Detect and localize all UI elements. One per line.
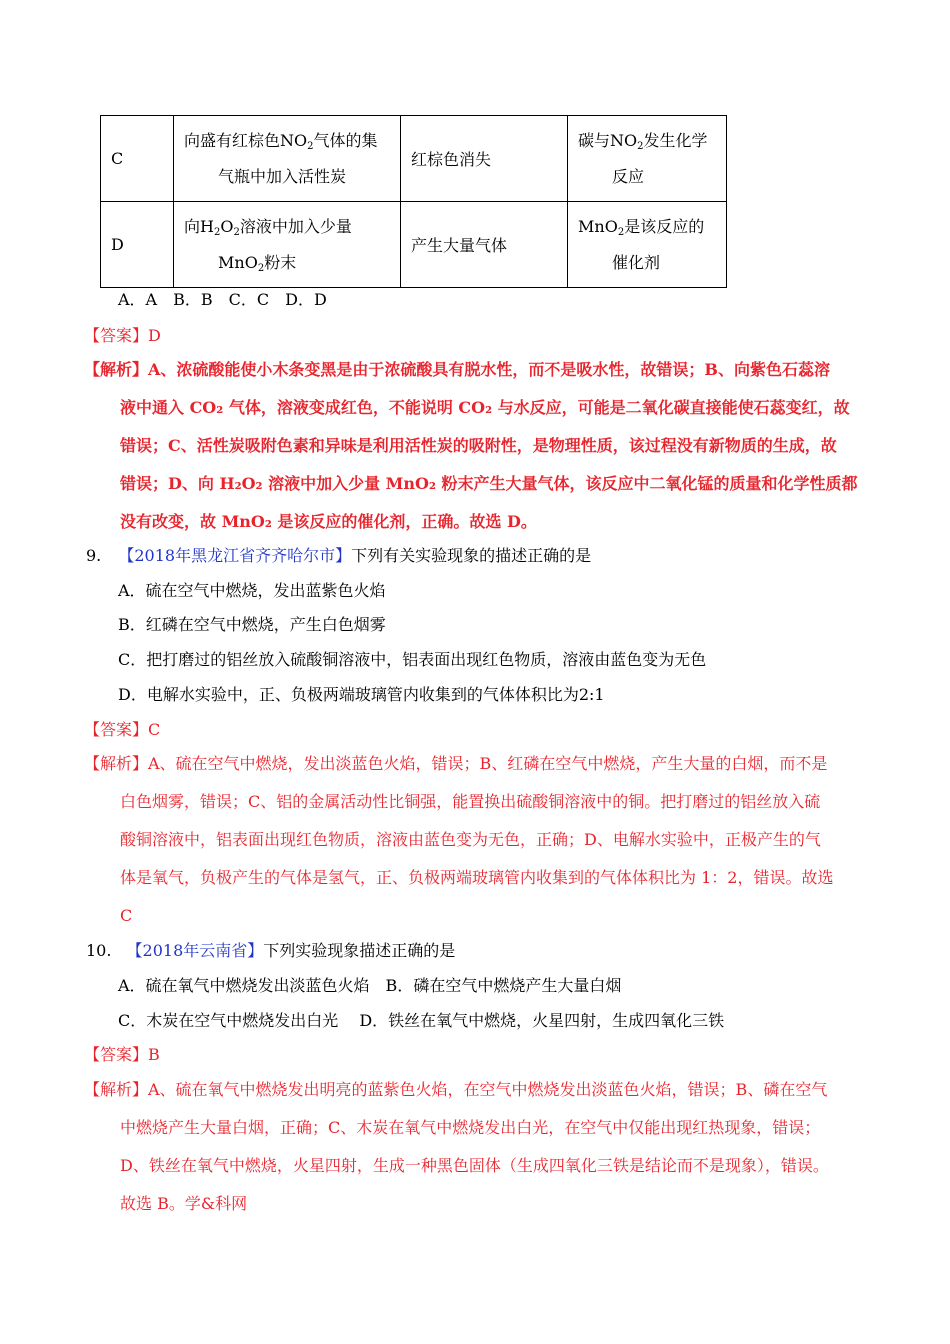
- table-cell-conclusion: 碳与$NO_2$发生化学 反应: [568, 116, 727, 202]
- q9-option: D．电解水实验中，正、负极两端玻璃管内收集到的气体体积比为2:1: [118, 685, 605, 704]
- question-number: 9.: [86, 546, 102, 565]
- question-stem: 下列有关实验现象的描述正确的是: [351, 546, 592, 565]
- table-cell-operation: 向$H_2O_2$溶液中加入少量 MnO$_2$粉末: [174, 202, 401, 288]
- q8-analysis-line: 【解析】A、浓硫酸能使小木条变黑是由于浓硫酸具有脱水性，而不是吸水性，故错误；B、向紫色石蕊溶: [84, 360, 830, 379]
- table-cell-conclusion: MnO$_2$是该反应的 催化剂: [568, 202, 727, 288]
- q10-header: [86, 941, 455, 961]
- q8-analysis-line: 没有改变，故 MnO₂ 是该反应的催化剂，正确。故选 D。: [120, 512, 537, 531]
- q8-choices: A．A B．B C．C D．D: [118, 290, 327, 309]
- table-cell-id: D: [101, 202, 174, 288]
- table-cell-id: C: [101, 116, 174, 202]
- q10-analysis-line: 中燃烧产生大量白烟，正确；C、木炭在氧气中燃烧发出白光，在空气中仅能出现红热现象，错误；: [120, 1118, 821, 1137]
- table-cell-operation: 向盛有红棕色$NO_2$气体的集 气瓶中加入活性炭: [174, 116, 401, 202]
- table-row: [101, 116, 727, 202]
- options-table: [100, 115, 727, 288]
- q9-analysis-line: 体是氧气，负极产生的气体是氢气，正、负极两端玻璃管内收集到的气体体积比为 1：2，错误。故选: [120, 868, 834, 887]
- q10-answer: 【答案】B: [84, 1045, 160, 1064]
- q9-analysis-line: 【解析】A、硫在空气中燃烧，发出淡蓝色火焰，错误；B、红磷在空气中燃烧，产生大量的白烟，而不是: [84, 754, 828, 773]
- q10-option: C．木炭在空气中燃烧发出白光 D．铁丝在氧气中燃烧，火星四射，生成四氧化三铁: [118, 1011, 725, 1030]
- q10-option: A．硫在氧气中燃烧发出淡蓝色火焰 B．磷在空气中燃烧产生大量白烟: [118, 976, 622, 995]
- q8-analysis-line: 错误；C、活性炭吸附色素和异味是利用活性炭的吸附性，是物理性质，该过程没有新物质的生成，故: [120, 436, 837, 455]
- table-cell-phenomenon: 产生大量气体: [401, 202, 568, 288]
- table-row: [101, 202, 727, 288]
- q9-option: B．红磷在空气中燃烧，产生白色烟雾: [118, 615, 386, 634]
- q9-analysis-line: 酸铜溶液中，铝表面出现红色物质，溶液由蓝色变为无色，正确；D、电解水实验中，正极产生的气: [120, 830, 821, 849]
- q9-option: C．把打磨过的铝丝放入硫酸铜溶液中，铝表面出现红色物质，溶液由蓝色变为无色: [118, 650, 707, 669]
- q8-answer: 【答案】D: [84, 326, 161, 345]
- q8-analysis-line: 错误；D、向 H₂O₂ 溶液中加入少量 MnO₂ 粉末产生大量气体，该反应中二氧化锰的质量和化学性质都: [120, 474, 858, 493]
- q9-analysis-line: C: [120, 906, 133, 925]
- q8-analysis-line: 液中通入 CO₂ 气体，溶液变成红色，不能说明 CO₂ 与水反应，可能是二氧化碳直接能使石蕊变红，故: [120, 398, 850, 417]
- q9-option: A．硫在空气中燃烧，发出蓝紫色火焰: [118, 581, 386, 600]
- q10-analysis-line: D、铁丝在氧气中燃烧，火星四射，生成一种黑色固体（生成四氧化三铁是结论而不是现象），错误。: [120, 1156, 829, 1175]
- table-cell-phenomenon: 红棕色消失: [401, 116, 568, 202]
- q10-analysis-line: 故选 B。学&科网: [120, 1194, 248, 1213]
- q9-analysis-line: 白色烟雾，错误；C、铝的金属活动性比铜强，能置换出硫酸铜溶液中的铜。把打磨过的铝丝放入硫: [120, 792, 821, 811]
- q10-analysis-line: 【解析】A、硫在氧气中燃烧发出明亮的蓝紫色火焰，在空气中燃烧发出淡蓝色火焰，错误；B、磷在空气: [84, 1080, 828, 1099]
- question-stem: 下列实验现象描述正确的是: [263, 941, 456, 960]
- question-source: 【2018年云南省】: [126, 941, 264, 960]
- question-source: 【2018年黑龙江省齐齐哈尔市】: [118, 546, 352, 565]
- q9-header: [86, 546, 591, 566]
- question-number: 10.: [86, 941, 112, 960]
- q9-answer: 【答案】C: [84, 720, 161, 739]
